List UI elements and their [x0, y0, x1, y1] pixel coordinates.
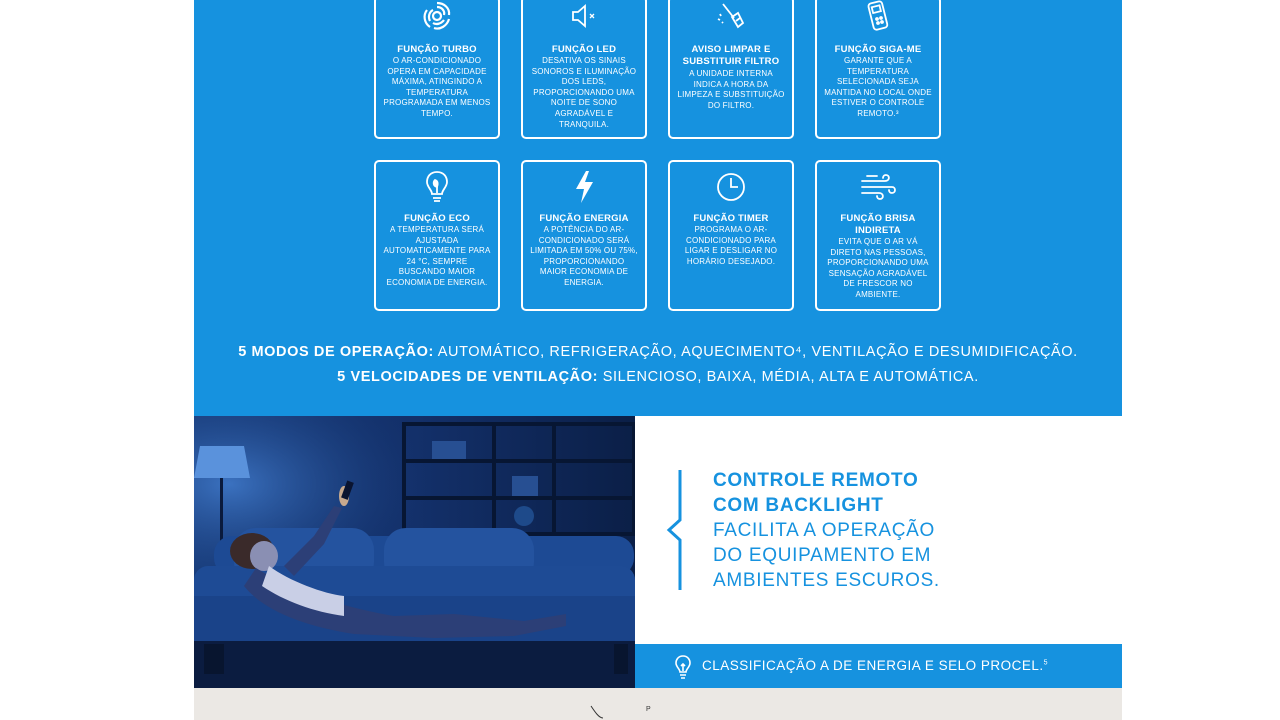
- feature-desc: EVITA QUE O AR VÁ DIRETO NAS PESSOAS, PROPORCIONANDO UMA SENSAÇÃO AGRADÁVEL DE FRESCOR NO AMBIENTE.: [827, 237, 929, 299]
- backlight-text: [713, 468, 1093, 593]
- feature-desc: A POTÊNCIA DO AR-CONDICIONADO SERÁ LIMITADA EM 50% OU 75%, PROPORCIONANDO MAIOR ECONOMIA DE ENERGIA.: [530, 225, 638, 287]
- lifestyle-photo: [194, 416, 635, 688]
- feature-card-eco: [374, 160, 500, 311]
- feature-desc: GARANTE QUE A TEMPERATURA SELECIONADA SEJA MANTIDA NO LOCAL ONDE ESTIVER O CONTROLE REMOTO.³: [824, 56, 932, 118]
- energy-classification-bar: [635, 644, 1122, 688]
- feature-title: FUNÇÃO ENERGIA: [539, 213, 629, 224]
- fan-swirl-icon: [376, 0, 498, 34]
- feature-card-brisa: [815, 160, 941, 311]
- feature-title: FUNÇÃO ECO: [404, 213, 470, 224]
- feature-card-led: [521, 0, 647, 139]
- remote-control-icon: [817, 0, 939, 34]
- lightbulb-icon: [673, 654, 693, 685]
- operation-modes-text: AUTOMÁTICO, REFRIGERAÇÃO, AQUECIMENTO⁴, VENTILAÇÃO E DESUMIDIFICAÇÃO.: [437, 344, 1078, 360]
- speaker-mute-icon: [523, 0, 645, 34]
- wind-flow-icon: [817, 169, 939, 205]
- ventilation-speeds: [194, 369, 1122, 385]
- backlight-desc-line3: AMBIENTES ESCUROS.: [713, 570, 940, 591]
- broom-clean-icon: [670, 0, 792, 34]
- feature-title: AVISO LIMPAR E SUBSTITUIR FILTRO: [682, 44, 780, 67]
- feature-desc: O AR-CONDICIONADO OPERA EM CAPACIDADE MÁXIMA, ATINGINDO A TEMPERATURA PROGRAMADA EM MENOS TEMPO.: [383, 56, 491, 118]
- clock-icon: [670, 169, 792, 205]
- backlight-section: [635, 416, 1122, 644]
- feature-title: FUNÇÃO LED: [551, 44, 617, 55]
- energy-classification-text: [702, 658, 1048, 673]
- feature-desc: DESATIVA OS SINAIS SONOROS E ILUMINAÇÃO DOS LEDS, PROPORCIONANDO UMA NOITE DE SONO AGRADÁVEL E TRANQUILA.: [531, 56, 637, 129]
- feature-desc: A TEMPERATURA SERÁ AJUSTADA AUTOMATICAMENTE PARA 24 °C, SEMPRE BUSCANDO MAIOR ECONOMIA DE ENERGIA.: [383, 225, 491, 287]
- partial-letter: P: [646, 706, 651, 713]
- next-section-preview: [194, 688, 1122, 720]
- feature-card-siga-me: [815, 0, 941, 139]
- energy-text: CLASSIFICAÇÃO A DE ENERGIA E SELO PROCEL.: [702, 658, 1044, 673]
- bracket-decoration: [665, 468, 683, 592]
- feature-desc: A UNIDADE INTERNA INDICA A HORA DA LIMPEZA E SUBSTITUIÇÃO DO FILTRO.: [677, 69, 785, 110]
- operation-modes: [194, 344, 1122, 360]
- backlight-desc-line1: FACILITA A OPERAÇÃO: [713, 520, 936, 541]
- feature-title: FUNÇÃO TURBO: [397, 44, 477, 55]
- feature-desc: PROGRAMA O AR-CONDICIONADO PARA LIGAR E DESLIGAR NO HORÁRIO DESEJADO.: [684, 225, 778, 266]
- feature-title: FUNÇÃO BRISA INDIRETA: [840, 213, 916, 236]
- backlight-title-line2: COM BACKLIGHT: [713, 495, 884, 516]
- operation-modes-label: 5 MODOS DE OPERAÇÃO:: [238, 344, 434, 360]
- ventilation-speeds-label: 5 VELOCIDADES DE VENTILAÇÃO:: [337, 369, 599, 385]
- feature-card-energia: [521, 160, 647, 311]
- feature-card-turbo: [374, 0, 500, 139]
- energy-footnote: 5: [1043, 659, 1049, 667]
- lightning-bolt-icon: [523, 169, 645, 205]
- backlight-title-line1: CONTROLE REMOTO: [713, 470, 919, 491]
- eco-bulb-icon: [376, 169, 498, 205]
- ventilation-speeds-text: SILENCIOSO, BAIXA, MÉDIA, ALTA E AUTOMÁTICA.: [602, 369, 979, 385]
- feature-title: FUNÇÃO SIGA-ME: [834, 44, 922, 55]
- feature-card-timer: [668, 160, 794, 311]
- feature-card-filter: [668, 0, 794, 139]
- backlight-desc-line2: DO EQUIPAMENTO EM: [713, 545, 932, 566]
- feature-title: FUNÇÃO TIMER: [693, 213, 769, 224]
